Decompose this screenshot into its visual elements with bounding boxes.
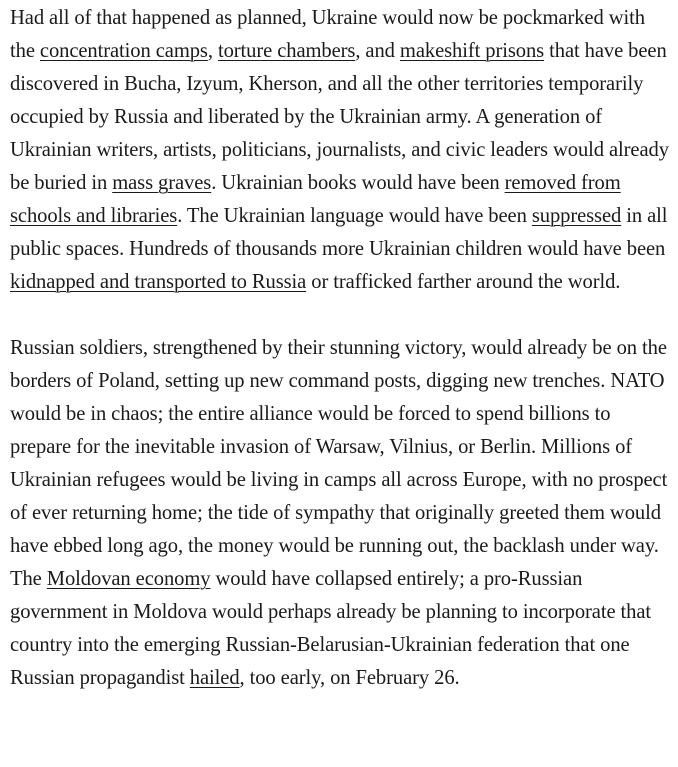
paragraph-2 (10, 332, 674, 695)
text-segment: , and (355, 40, 400, 62)
paragraph-1 (10, 2, 674, 299)
link-removed-from-schools[interactable]: removed from schools and libraries (10, 172, 621, 227)
link-mass-graves[interactable]: mass graves (112, 172, 212, 194)
link-hailed[interactable]: hailed (189, 667, 240, 689)
text-segment: would have collapsed entirely; a pro-Russian government in Moldova would perhaps already be planning to incorporate that country into the emerging Russian-Belarusian-Ukrainian federation that one Russian propagandist (10, 568, 652, 689)
text-segment: Had all of that happened as planned, Ukraine would now be pockmarked with the (10, 7, 645, 62)
link-torture-chambers[interactable]: torture chambers (217, 40, 356, 62)
article-body (10, 2, 674, 695)
link-suppressed[interactable]: suppressed (531, 205, 622, 227)
text-segment: in all public spaces. Hundreds of thousands more Ukrainian children would have been (10, 205, 668, 260)
text-segment: that have been discovered in Bucha, Izyum, Kherson, and all the other territories temporarily occupied by Russia and liberated by the Ukrainian army. A generation of Ukrainian writers, artists, politicians, journalists, and civic leaders would already be buried in (10, 40, 669, 194)
link-makeshift-prisons[interactable]: makeshift prisons (399, 40, 545, 62)
text-segment: . The Ukrainian language would have been (177, 205, 532, 227)
link-moldovan-economy[interactable]: Moldovan economy (46, 568, 211, 590)
text-segment: . Ukrainian books would have been (211, 172, 505, 194)
text-segment: , (207, 40, 218, 62)
link-kidnapped[interactable]: kidnapped and transported to Russia (10, 271, 307, 293)
text-segment: , too early, on February 26. (239, 667, 460, 689)
text-segment: or trafficked farther around the world. (306, 271, 621, 293)
link-concentration-camps[interactable]: concentration camps (39, 40, 208, 62)
text-segment: Russian soldiers, strengthened by their stunning victory, would already be on the borders of Poland, setting up new command posts, digging new trenches. NATO would be in chaos; the entire alliance would be forced to spend billions to prepare for the inevitable invasion of Warsaw, Vilnius, or Berlin. Millions of Ukrainian refugees would be living in camps all across Europe, with no prospect of ever returning home; the tide of sympathy that originally greeted them would have ebbed long ago, the money would be running out, the backlash under way. The (10, 337, 668, 590)
